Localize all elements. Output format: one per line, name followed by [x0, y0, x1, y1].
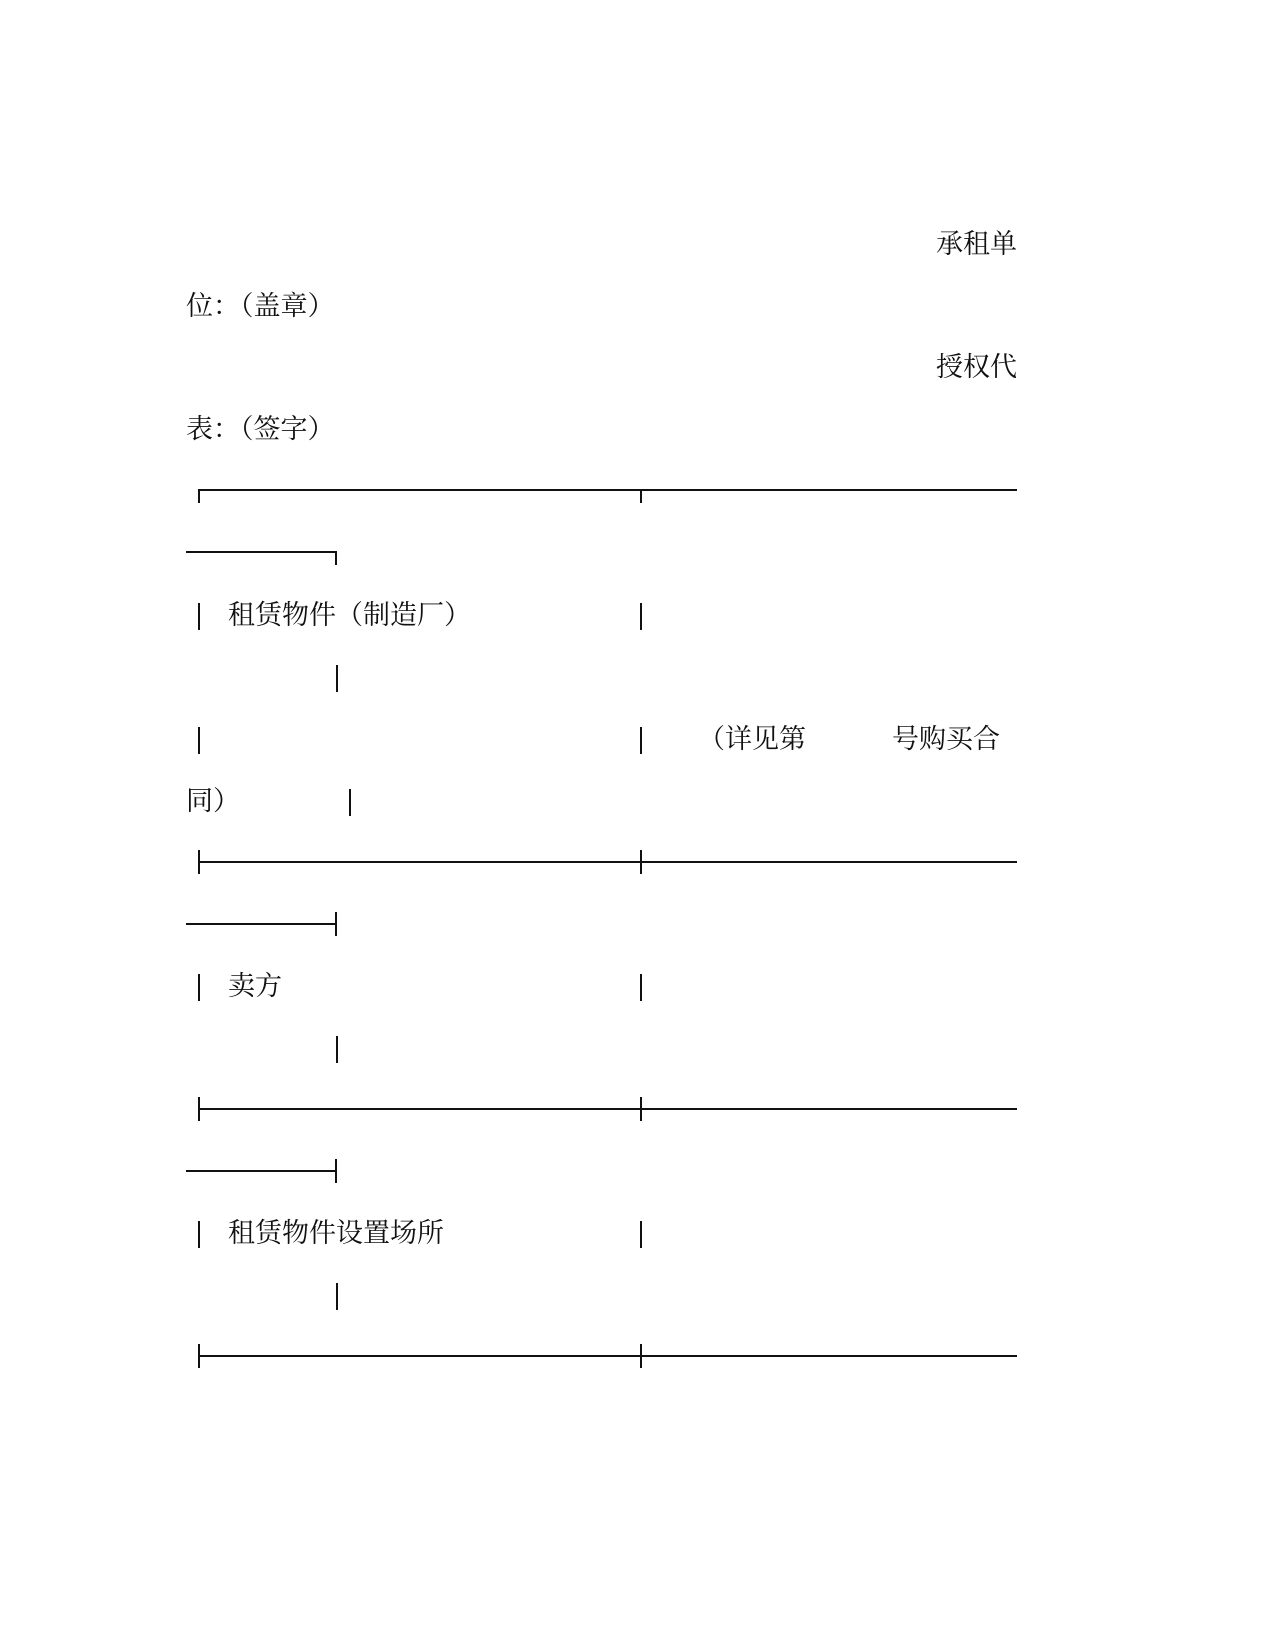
table-junction-left	[198, 850, 200, 874]
table-junction-middle	[640, 1344, 642, 1368]
table-cell-border	[640, 1221, 642, 1248]
table-cell-border	[640, 974, 642, 1001]
table-cell-border	[640, 727, 642, 754]
table-row-separator	[198, 1108, 1017, 1110]
lessee-unit-label-start: 承租单	[936, 229, 1017, 260]
table-cell-border	[349, 789, 351, 816]
table-cell-border	[198, 974, 200, 1001]
table-cell-border	[336, 665, 338, 692]
table-cell-border	[640, 603, 642, 630]
row-label-leased-item: 租赁物件（制造厂）	[228, 600, 471, 631]
table-row-separator-wrap	[186, 923, 337, 925]
table-cell-border	[336, 1036, 338, 1063]
table-row-separator-wrap	[186, 1170, 337, 1172]
table-junction-right	[335, 1159, 337, 1183]
table-junction-left	[198, 1097, 200, 1121]
lessee-unit-label-end: 位：（盖章）	[186, 291, 335, 322]
table-row-separator	[198, 861, 1017, 863]
table-junction-middle	[640, 1097, 642, 1121]
representative-label-start: 授权代	[936, 352, 1017, 383]
row-label-installation-site: 租赁物件设置场所	[228, 1218, 444, 1249]
table-top-border	[198, 489, 1017, 491]
table-cell-border	[198, 727, 200, 754]
row-value-see-contract: （详见第	[698, 724, 806, 755]
row-value-contract-end: 同）	[186, 786, 240, 817]
table-corner-top-left	[198, 489, 200, 503]
table-cell-border	[198, 603, 200, 630]
row-value-purchase-contract: 号购买合	[892, 724, 1000, 755]
table-top-border-wrap	[186, 551, 337, 553]
table-junction-right	[335, 912, 337, 936]
table-junction-middle	[640, 850, 642, 874]
row-label-seller: 卖方	[228, 971, 282, 1002]
table-row-separator	[198, 1355, 1017, 1357]
table-junction-left	[198, 1344, 200, 1368]
representative-label-end: 表：（签字）	[186, 414, 335, 445]
table-corner-top-right	[335, 551, 337, 565]
table-cell-border	[336, 1283, 338, 1310]
table-junction-top	[640, 489, 642, 503]
table-cell-border	[198, 1221, 200, 1248]
